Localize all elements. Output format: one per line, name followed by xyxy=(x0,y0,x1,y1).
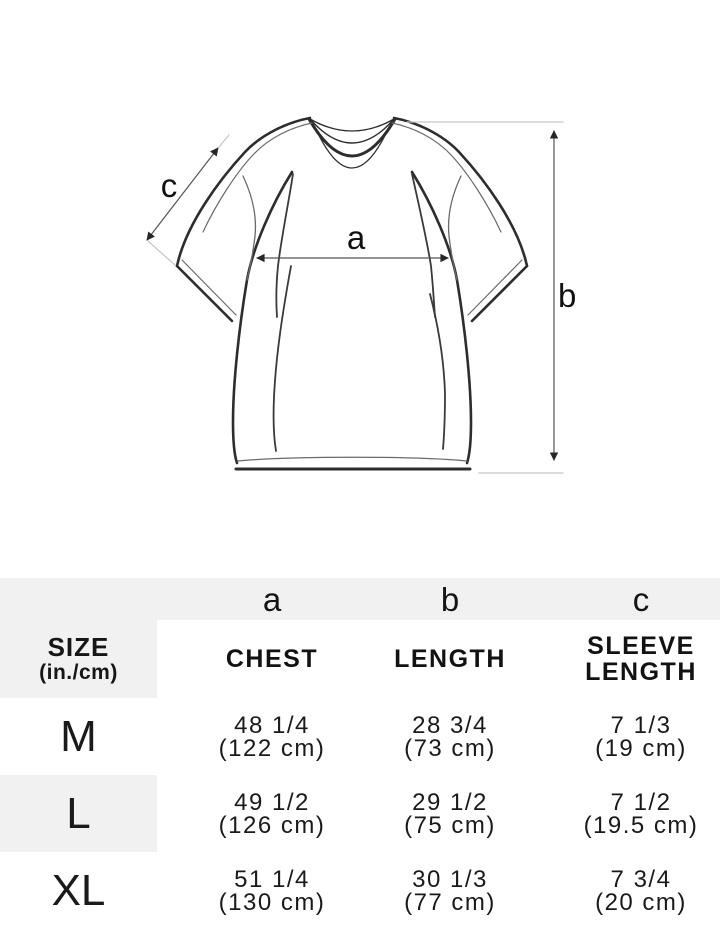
sleeve-in-xl: 7 3/4 xyxy=(610,866,672,893)
sleeve-value-l xyxy=(541,775,720,852)
size-header-title: SIZE xyxy=(47,632,110,662)
column-letter-c: c xyxy=(632,580,650,618)
sleeve-cm-xl: (20 cm) xyxy=(595,889,687,916)
table-row-xl xyxy=(0,852,720,930)
sleeve-in-l: 7 1/2 xyxy=(610,788,672,816)
measure-c-overshoot xyxy=(219,135,229,147)
size-label-xl: XL xyxy=(51,866,106,915)
column-letter-b: b xyxy=(440,580,460,618)
column-letters-row xyxy=(0,578,720,620)
measure-a-label: a xyxy=(346,219,366,256)
chest-value-m xyxy=(172,698,372,775)
chest-cm-m: (122 cm) xyxy=(218,734,326,762)
sleeve-value-xl xyxy=(541,852,720,930)
size-label-m: M xyxy=(60,711,97,761)
right-lower-crease xyxy=(430,294,445,449)
size-chart-table xyxy=(0,578,720,930)
tshirt-outline xyxy=(177,118,527,469)
measure-labels xyxy=(161,167,577,314)
measure-c-label: c xyxy=(160,167,178,204)
length-value-m xyxy=(350,698,550,775)
sleeve-length-header xyxy=(541,620,720,698)
hem-seam xyxy=(238,457,467,461)
chest-in-l: 49 1/2 xyxy=(234,788,310,816)
chest-value-l xyxy=(172,775,372,852)
left-cuff-edge xyxy=(177,266,232,321)
size-header-cell xyxy=(0,620,157,698)
chest-in-m: 48 1/4 xyxy=(234,711,310,739)
table-row-l xyxy=(0,775,720,852)
length-cm-l: (75 cm) xyxy=(404,811,496,839)
measure-b-label: b xyxy=(558,277,577,314)
sleeve-cm-l: (19.5 cm) xyxy=(583,811,699,839)
sleeve-header-line2: LENGTH xyxy=(585,658,697,686)
size-header-unit: (in./cm) xyxy=(39,661,118,684)
right-upper-crease xyxy=(412,174,435,317)
length-cm-xl: (77 cm) xyxy=(404,889,496,916)
right-cuff-edge xyxy=(472,266,527,321)
chest-in-xl: 51 1/4 xyxy=(234,866,310,893)
table-header-row xyxy=(0,620,720,698)
size-label-l: L xyxy=(0,775,157,852)
sleeve-in-m: 7 1/3 xyxy=(610,711,672,739)
chest-value-xl xyxy=(172,852,372,930)
length-value-l xyxy=(350,775,550,852)
sleeve-value-m xyxy=(541,698,720,775)
length-in-l: 29 1/2 xyxy=(412,788,488,816)
measure-c-arrow xyxy=(147,148,218,240)
length-in-xl: 30 1/3 xyxy=(412,866,488,893)
chest-header: CHEST xyxy=(225,645,319,673)
column-letter-a: a xyxy=(262,580,282,618)
length-value-xl xyxy=(350,852,550,930)
left-cuff-seam xyxy=(182,260,236,315)
right-cuff-seam xyxy=(468,260,522,315)
measure-c-witness xyxy=(148,241,175,265)
length-cm-m: (73 cm) xyxy=(404,734,496,762)
chest-cm-l: (126 cm) xyxy=(218,811,326,839)
sleeve-header-line1: SLEEVE xyxy=(587,632,695,660)
sleeve-cm-m: (19 cm) xyxy=(595,734,687,762)
chest-cm-xl: (130 cm) xyxy=(218,889,326,916)
length-header: LENGTH xyxy=(394,645,506,673)
collar-back-top-arc xyxy=(310,119,394,131)
length-in-m: 28 3/4 xyxy=(412,711,488,739)
table-row-m xyxy=(0,698,720,775)
right-shoulder-edge xyxy=(394,118,527,266)
